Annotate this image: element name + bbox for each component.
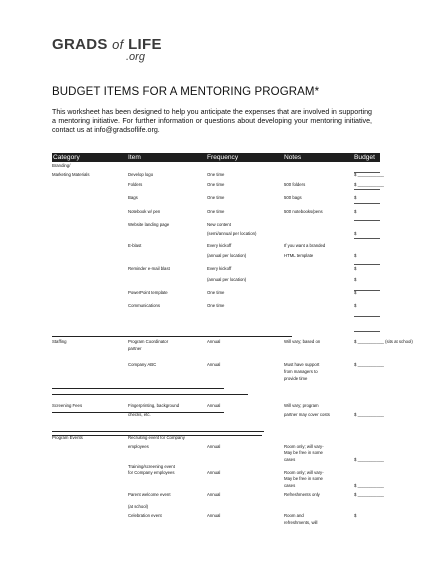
cell-budget: $	[354, 303, 357, 308]
cell-frequency: Every kickoff	[207, 266, 232, 271]
cell-frequency: Annual	[207, 339, 221, 344]
cell-item: Parent welcome event	[128, 492, 171, 497]
cell-notes: 500 bags	[284, 195, 302, 200]
budget-line	[354, 189, 380, 190]
cell-budget: $	[354, 231, 357, 236]
header-notes: Notes	[284, 154, 302, 161]
cell-notes: Room only; will vary-	[284, 444, 324, 449]
cell-notes: Room only; will vary-	[284, 470, 324, 475]
cell-item: Program Coordinator	[128, 339, 169, 344]
cell-notes: If you want a branded	[284, 243, 326, 248]
section-rule	[52, 431, 264, 432]
cell-frequency: (annual per location)	[207, 253, 247, 258]
cell-item: Celebration event	[128, 513, 162, 518]
table-header	[52, 153, 380, 162]
cell-frequency: One time	[207, 290, 225, 295]
cell-frequency: Annual	[207, 513, 221, 518]
cell-item: Notebook w/ pen	[128, 209, 161, 214]
cell-frequency: (semi/annual per location)	[207, 231, 257, 236]
cell-budget: $	[354, 290, 357, 295]
cell-frequency: Annual	[207, 492, 221, 497]
cell-item: partner	[128, 346, 142, 351]
cell-item: PowerPoint template	[128, 290, 168, 295]
budget-line	[354, 238, 380, 239]
cell-category: Program Events	[52, 435, 83, 440]
cell-item: (at school)	[128, 504, 149, 509]
cell-frequency: Every kickoff	[207, 243, 232, 248]
cell-notes: Will vary; based on	[284, 339, 321, 344]
cell-notes: cases	[284, 483, 296, 488]
cell-category: Marketing Materials	[52, 172, 90, 177]
cell-notes: Room and	[284, 513, 304, 518]
cell-notes: May be free in some	[284, 476, 323, 481]
cell-item: E-blast	[128, 243, 142, 248]
cell-notes: refreshments, will	[284, 520, 318, 525]
section-rule	[52, 388, 224, 389]
section-rule	[52, 435, 262, 436]
cell-budget: $	[354, 277, 357, 282]
cell-budget: $ ___________ (sits at school)	[354, 339, 413, 344]
cell-item: employees	[128, 444, 149, 449]
cell-item: checks, etc.	[128, 412, 151, 417]
cell-frequency: New content	[207, 222, 231, 227]
intro-paragraph: This worksheet has been designed to help you anticipate the expenses that are involved in supporting a mentoring initiative. For further information or questions about developing your mentoring initiative, contact us at info@gradsoflife.org.	[52, 108, 372, 135]
cell-category: Staffing	[52, 339, 67, 344]
cell-budget: $	[354, 253, 357, 258]
section-rule	[52, 336, 292, 337]
cell-frequency: Annual	[207, 444, 221, 449]
cell-notes: Refreshments only	[284, 492, 320, 497]
cell-item: Develop logo	[128, 172, 154, 177]
cell-budget: $ ___________	[354, 483, 384, 488]
section-rule	[52, 394, 248, 395]
cell-frequency: (annual per location)	[207, 277, 247, 282]
cell-item: Training/screening event	[128, 464, 175, 469]
grads-of-life-logo: GRADS of LIFE	[52, 36, 162, 53]
cell-notes: 500 notebooks/pens	[284, 209, 323, 214]
budget-line	[354, 290, 380, 291]
cell-notes: cases	[284, 457, 296, 462]
cell-item: Bags	[128, 195, 138, 200]
page-title: BUDGET ITEMS FOR A MENTORING PROGRAM*	[52, 86, 320, 98]
header-frequency: Frequency	[207, 154, 239, 161]
logo-org-suffix: .org	[126, 51, 145, 63]
cell-item: Company ABC	[128, 362, 157, 367]
cell-budget: $	[354, 209, 357, 214]
budget-line	[354, 316, 380, 317]
budget-line	[354, 172, 380, 173]
cell-frequency: One time	[207, 182, 225, 187]
cell-notes: from managers to	[284, 369, 318, 374]
cell-category: Screening Fees	[52, 403, 83, 408]
cell-item: Folders	[128, 182, 143, 187]
cell-notes: May be free in some	[284, 450, 323, 455]
cell-frequency: Annual	[207, 403, 221, 408]
cell-item: Communications	[128, 303, 161, 308]
cell-item: Website landing page	[128, 222, 170, 227]
cell-frequency: One time	[207, 172, 225, 177]
budget-line	[354, 220, 380, 221]
cell-item: Reminder e-mail blast	[128, 266, 170, 271]
cell-budget: $ ___________	[354, 412, 384, 417]
cell-frequency: One time	[207, 195, 225, 200]
cell-notes: 500 folders	[284, 182, 306, 187]
cell-budget: $ ___________	[354, 362, 384, 367]
cell-budget: $ ___________	[354, 457, 384, 462]
cell-frequency: Annual	[207, 470, 221, 475]
cell-budget: $ ___________	[354, 172, 384, 177]
cell-notes: provide time	[284, 376, 308, 381]
cell-notes: Must have support	[284, 362, 320, 367]
budget-line	[354, 264, 380, 265]
cell-budget: $ ___________	[354, 492, 384, 497]
cell-frequency: One time	[207, 303, 225, 308]
header-item: Item	[128, 154, 141, 161]
header-budget: Budget	[354, 154, 375, 161]
section-rule	[52, 412, 224, 413]
cell-item: for Company employees	[128, 470, 175, 475]
header-category: Category	[53, 154, 80, 161]
cell-item: Recruiting event for Company	[128, 435, 185, 440]
cell-notes: partner may cover costs	[284, 412, 330, 417]
cell-budget: $	[354, 266, 357, 271]
cell-frequency: Annual	[207, 362, 221, 367]
cell-budget: $	[354, 513, 357, 518]
cell-frequency: One time	[207, 209, 225, 214]
budget-line	[354, 203, 380, 204]
cell-notes: HTML template	[284, 253, 314, 258]
cell-budget: $	[354, 195, 357, 200]
budget-line	[354, 331, 380, 332]
cell-category: Branding/	[52, 163, 71, 168]
cell-budget: $ ___________	[354, 182, 384, 187]
cell-item: Fingerprinting, background	[128, 403, 180, 408]
cell-notes: Will vary; program	[284, 403, 319, 408]
